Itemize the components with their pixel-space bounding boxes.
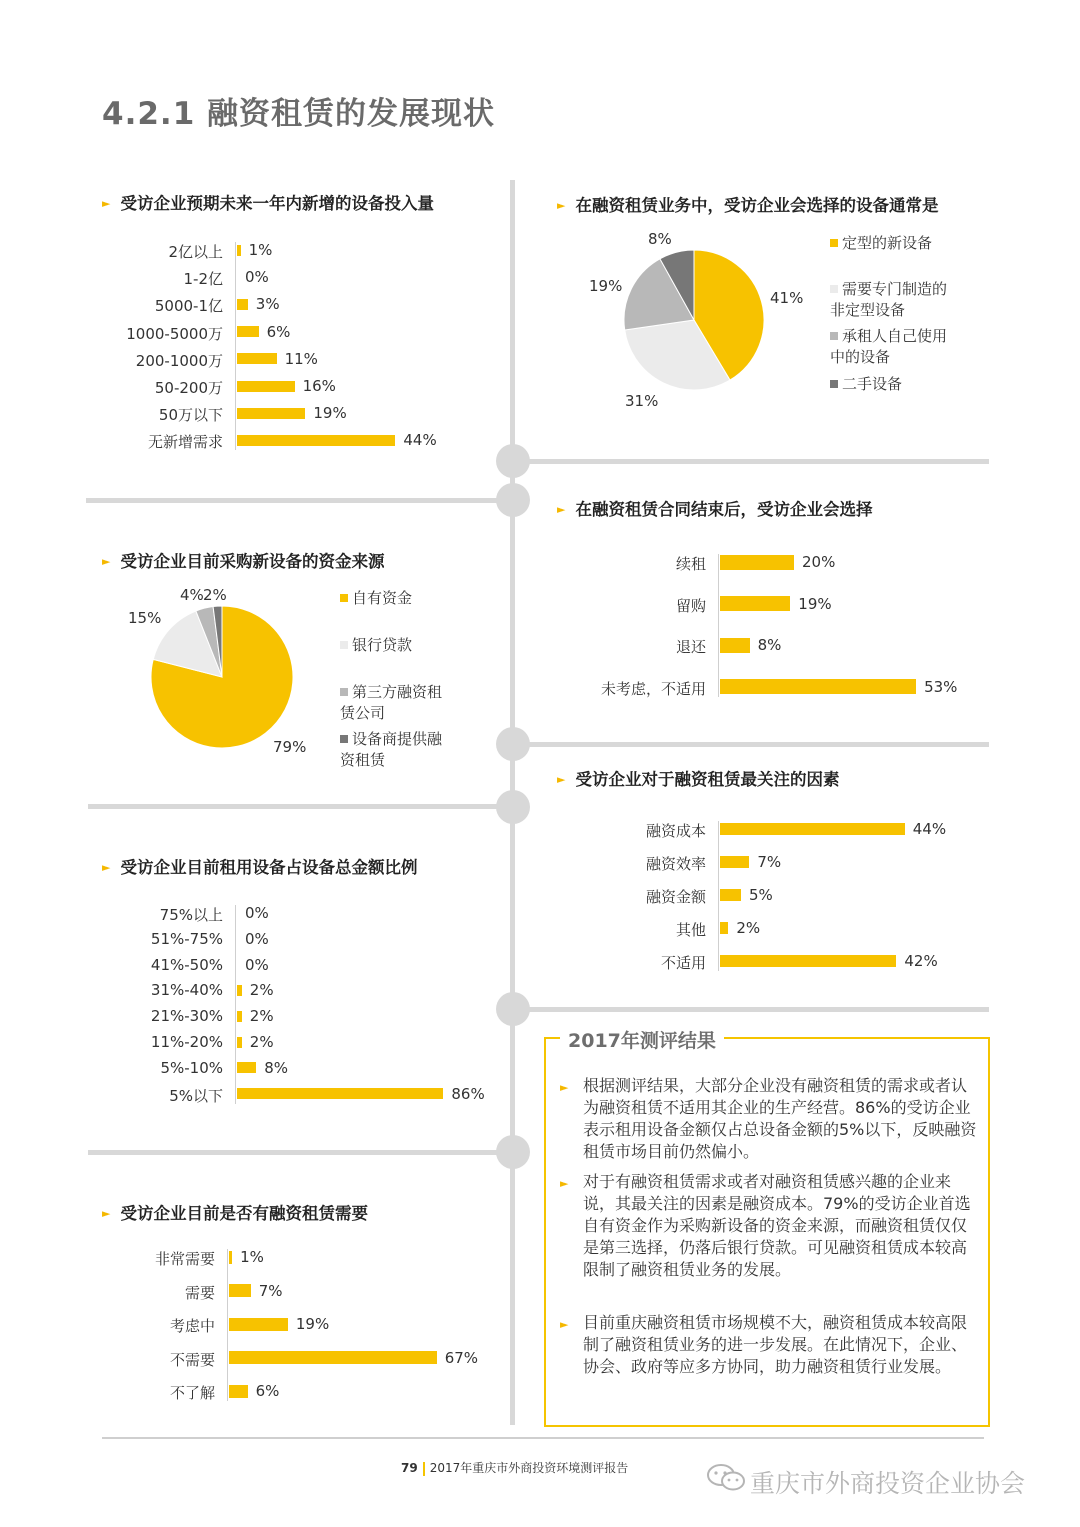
value-label: 8% xyxy=(264,1058,288,1077)
bar xyxy=(237,1011,242,1022)
value-label: 2% xyxy=(249,1033,274,1051)
chart-axis xyxy=(235,242,236,450)
category-label: 不需要 xyxy=(169,1350,215,1369)
pie-value-label: 19% xyxy=(589,277,623,295)
results-paragraph: 根据测评结果，大部分企业没有融资租赁的需求或者认为融资租赁不适用其企业的生产经营。86%的受访企业表示租用设备金额仅占总设备金额的5%以下，反映融资租赁市场目前仍然偏小。 xyxy=(583,1076,977,1161)
category-label: 考虑中 xyxy=(169,1317,215,1335)
value-label: 3% xyxy=(255,295,280,314)
divider-node xyxy=(496,483,530,517)
bar xyxy=(720,555,794,570)
category-label: 融资金额 xyxy=(645,888,706,906)
triangle-bullet-icon: ► xyxy=(102,197,111,210)
category-label: 不适用 xyxy=(660,954,706,972)
bar xyxy=(237,299,248,310)
pie-value-label: 15% xyxy=(128,609,162,627)
legend-label: 银行贷款 xyxy=(352,636,413,654)
value-label: 86% xyxy=(451,1084,485,1103)
category-label: 31%-40% xyxy=(150,981,223,1000)
pie-value-label: 41% xyxy=(770,289,804,307)
bar xyxy=(229,1351,437,1364)
legend-item xyxy=(340,682,442,724)
category-label: 续租 xyxy=(675,555,706,573)
legend-label: 第三方融资租 赁公司 xyxy=(340,683,443,722)
category-label: 融资效率 xyxy=(645,855,706,873)
category-label: 5%-10% xyxy=(160,1058,223,1077)
value-label: 1% xyxy=(240,1248,264,1266)
category-label: 50万以下 xyxy=(158,406,223,425)
value-label: 67% xyxy=(444,1348,479,1367)
legend-swatch xyxy=(340,641,348,649)
legend-item xyxy=(340,588,412,609)
bar xyxy=(229,1251,232,1264)
bar xyxy=(229,1284,251,1297)
value-label: 42% xyxy=(904,952,938,970)
value-label: 1% xyxy=(248,241,273,259)
triangle-bullet-icon: ► xyxy=(560,1318,569,1331)
section-title-equipment-investment: ► 受访企业预期未来一年内新增的设备投入量 xyxy=(102,194,434,213)
value-label: 2% xyxy=(249,981,274,1000)
watermark xyxy=(706,1462,1025,1500)
category-label: 2亿以上 xyxy=(168,243,223,261)
triangle-bullet-icon: ► xyxy=(560,1081,569,1094)
category-label: 未考虑，不适用 xyxy=(600,679,706,698)
value-label: 7% xyxy=(258,1281,283,1300)
legend-swatch xyxy=(340,735,348,743)
pie-value-label: 2% xyxy=(203,586,227,604)
chart-axis xyxy=(718,554,719,697)
legend-label: 需要专门制造的 非定型设备 xyxy=(830,280,948,319)
legend-label: 定型的新设备 xyxy=(842,234,933,252)
report-title: 2017年重庆市外商投资环境测评报告 xyxy=(429,1461,629,1475)
value-label: 20% xyxy=(802,553,836,571)
category-label: 非常需要 xyxy=(154,1250,215,1268)
value-label: 5% xyxy=(749,886,773,904)
results-paragraph: 目前重庆融资租赁市场规模不大，融资租赁成本较高限制了融资租赁业务的进一步发展。在此情况下，企业、协会、政府等应多方协同，助力融资租赁行业发展。 xyxy=(583,1313,968,1376)
bar xyxy=(720,679,916,694)
triangle-bullet-icon: ► xyxy=(102,861,111,874)
bar xyxy=(237,1037,242,1048)
category-label: 1-2亿 xyxy=(183,270,223,289)
pie-svg xyxy=(149,604,295,750)
value-label: 16% xyxy=(302,377,336,395)
value-label: 11% xyxy=(284,349,318,368)
divider-node xyxy=(496,790,530,824)
bar xyxy=(720,638,750,653)
bar xyxy=(237,381,295,392)
category-label: 5000-1亿 xyxy=(154,297,223,316)
triangle-bullet-icon: ► xyxy=(557,503,566,516)
divider-right-1 xyxy=(512,459,989,464)
category-label: 融资成本 xyxy=(645,822,706,840)
section-title-equipment-type: ► 在融资租赁业务中，受访企业会选择的设备通常是 xyxy=(557,196,939,215)
legend-swatch xyxy=(830,380,838,388)
legend-swatch xyxy=(830,239,838,247)
legend-swatch xyxy=(340,594,348,602)
section-title-concern-factors: ► 受访企业对于融资租赁最关注的因素 xyxy=(557,770,840,789)
category-label: 1000-5000万 xyxy=(126,324,223,343)
bar xyxy=(237,326,259,337)
results-paragraph: 对于有融资租赁需求或者对融资租赁感兴趣的企业来说，其最关注的因素是融资成本。79%的受访企业首选自有资金作为采购新设备的资金来源，而融资租赁仅仅是第三选择，仍落后银行贷款。可见融资租赁成本较高限制了融资租赁业务的发展。 xyxy=(583,1172,971,1279)
legend-label: 设备商提供融 资租赁 xyxy=(340,730,443,769)
chart-axis xyxy=(718,821,719,971)
triangle-bullet-icon: ► xyxy=(102,1207,111,1220)
wechat-icon xyxy=(706,1462,746,1498)
category-label: 21%-30% xyxy=(150,1007,223,1026)
triangle-bullet-icon: ► xyxy=(560,1177,569,1190)
footer-separator xyxy=(423,1462,425,1476)
legend-item xyxy=(340,635,412,656)
divider-node xyxy=(496,1135,530,1169)
divider-left-3 xyxy=(88,1150,512,1155)
category-label: 5%以下 xyxy=(169,1086,223,1105)
value-label: 0% xyxy=(245,929,269,948)
category-label: 退还 xyxy=(675,638,706,656)
legend-item xyxy=(340,729,442,771)
divider-node xyxy=(496,727,530,761)
value-label: 2% xyxy=(249,1007,274,1026)
value-label: 19% xyxy=(313,404,347,423)
bar xyxy=(237,408,305,419)
triangle-bullet-icon: ► xyxy=(557,773,566,786)
legend-label: 二手设备 xyxy=(842,375,903,393)
legend-label: 承租人自己使用 中的设备 xyxy=(830,327,948,366)
bar xyxy=(720,856,749,868)
chart-axis xyxy=(227,1249,228,1401)
value-label: 8% xyxy=(757,636,782,654)
bar xyxy=(237,353,277,364)
pie-svg xyxy=(622,248,766,392)
bar xyxy=(720,955,896,967)
bar xyxy=(720,823,905,835)
value-label: 2% xyxy=(736,919,761,937)
bar xyxy=(237,1062,256,1073)
legend-label: 自有资金 xyxy=(352,589,413,607)
category-label: 41%-50% xyxy=(150,955,223,974)
watermark-text: 重庆市外商投资企业协会 xyxy=(750,1469,1026,1498)
category-label: 200-1000万 xyxy=(135,351,223,370)
category-label: 需要 xyxy=(184,1283,215,1302)
value-label: 44% xyxy=(403,431,437,450)
bar xyxy=(229,1385,248,1398)
legend-swatch xyxy=(830,285,838,293)
bar xyxy=(720,922,728,934)
value-label: 19% xyxy=(295,1315,330,1333)
category-label: 无新增需求 xyxy=(147,433,223,452)
value-label: 6% xyxy=(255,1382,280,1400)
category-label: 11%-20% xyxy=(150,1033,223,1051)
footer-divider xyxy=(102,1437,984,1439)
divider-node xyxy=(496,444,530,478)
bar xyxy=(237,1088,443,1099)
page-number: 79 xyxy=(401,1461,418,1475)
pie-value-label: 8% xyxy=(648,230,672,248)
legend-swatch xyxy=(340,688,348,696)
value-label: 0% xyxy=(245,955,269,974)
bar xyxy=(237,985,242,996)
divider-left-1 xyxy=(86,498,512,503)
footer xyxy=(401,1459,628,1476)
triangle-bullet-icon: ► xyxy=(557,199,566,212)
pie-value-label: 31% xyxy=(625,392,659,410)
chart-axis xyxy=(235,905,236,1104)
legend-item xyxy=(830,374,902,395)
page-title: 4.2.1 融资租赁的发展现状 xyxy=(102,96,496,132)
pie-value-label: 79% xyxy=(273,738,307,756)
value-label: 19% xyxy=(798,594,832,613)
bar xyxy=(237,435,395,446)
category-label: 其他 xyxy=(675,921,706,939)
category-label: 50-200万 xyxy=(154,379,223,397)
category-label: 51%-75% xyxy=(150,929,223,948)
legend-item xyxy=(830,233,932,254)
value-label: 44% xyxy=(912,820,947,838)
section-title-rental-ratio: ► 受访企业目前租用设备占设备总金额比例 xyxy=(102,858,418,877)
bar xyxy=(720,889,741,901)
legend-item xyxy=(830,279,947,321)
legend-swatch xyxy=(830,332,838,340)
category-label: 留购 xyxy=(675,596,706,615)
triangle-bullet-icon: ► xyxy=(102,555,111,568)
bar xyxy=(229,1318,288,1331)
divider-right-2 xyxy=(512,742,989,747)
divider-left-2 xyxy=(88,804,512,809)
results-title: 2017年测评结果 xyxy=(560,1026,724,1053)
bar xyxy=(237,245,241,256)
category-label: 不了解 xyxy=(169,1384,215,1402)
category-label: 75%以上 xyxy=(159,906,223,924)
value-label: 6% xyxy=(266,322,291,341)
divider-right-3 xyxy=(512,1007,989,1012)
section-title-contract-end: ► 在融资租赁合同结束后，受访企业会选择 xyxy=(557,500,873,519)
value-label: 53% xyxy=(924,677,958,696)
pie-value-label: 4% xyxy=(180,586,204,604)
section-title-funding-source: ► 受访企业目前采购新设备的资金来源 xyxy=(102,552,385,571)
value-label: 0% xyxy=(245,268,269,287)
value-label: 7% xyxy=(757,853,782,871)
divider-node xyxy=(496,992,530,1026)
bar xyxy=(720,596,790,611)
legend-item xyxy=(830,326,947,368)
value-label: 0% xyxy=(245,904,269,922)
section-title-need-leasing: ► 受访企业目前是否有融资租赁需要 xyxy=(102,1204,368,1223)
